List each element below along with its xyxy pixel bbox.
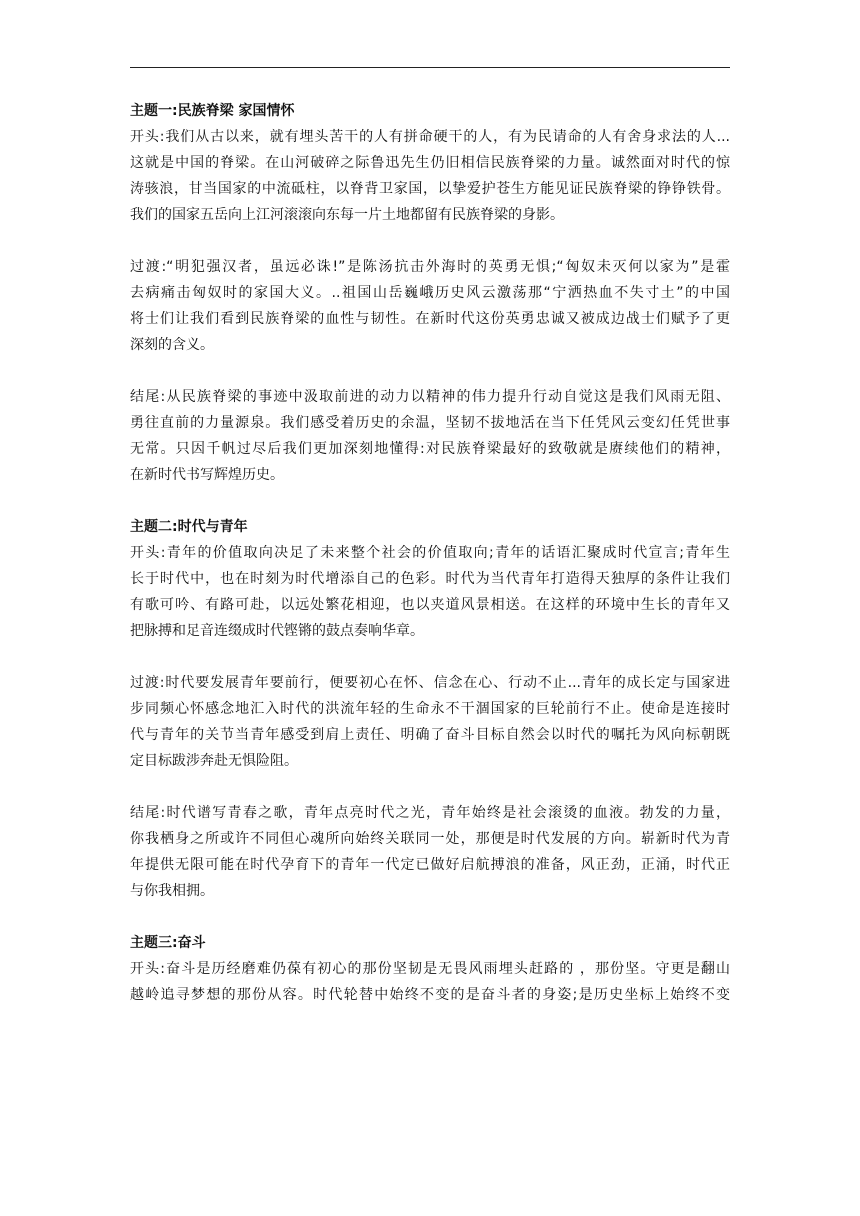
text-line: 年提供无限可能在时代孕育下的青年一代定已做好启航搏浪的准备，风正劲，正涌，时代正 (130, 857, 730, 873)
text-line: 这就是中国的脊梁。在山河破碎之际鲁迅先生仍旧相信民族脊梁的力量。诚然面对时代的惊 (130, 155, 730, 171)
text-line: 我们的国家五岳向上江河滚滚向东每一片土地都留有民族脊梁的身影。 (130, 207, 564, 223)
text-line: 过渡:时代要发展青年要前行，便要初心在怀、信念在心、行动不止...青年的成长定与国家进 (130, 675, 730, 691)
text-line: 长于时代中，也在时刻为时代增添自己的色彩。时代为当代青年打造得天独厚的条件让我们 (130, 571, 730, 587)
theme-section (130, 930, 730, 1008)
document-body (130, 98, 730, 1008)
header-rule (130, 67, 730, 68)
paragraph (130, 384, 730, 488)
paragraph-gap (130, 774, 730, 800)
text-line: 有歌可吟、有路可赴，以远处繁花相迎，也以夹道风景相送。在这样的环境中生长的青年又 (130, 597, 730, 613)
paragraph (130, 540, 730, 644)
paragraph (130, 670, 730, 774)
paragraph (130, 956, 730, 1008)
text-line: 代与青年的关节当青年感受到肩上责任、明确了奋斗目标自然会以时代的嘱托为风向标朝既 (130, 727, 730, 743)
text-line: 过渡:“明犯强汉者，虽远必诛!”是陈汤抗击外海时的英勇无惧;“匈奴未灭何以家为”是霍 (130, 259, 730, 275)
theme-heading: 主题一:民族脊梁 家国情怀 (130, 103, 295, 119)
text-line: 涛骇浪，甘当国家的中流砥柱，以脊背卫家国，以挚爱护苍生方能见证民族脊梁的铮铮铁骨。 (130, 181, 730, 197)
section-gap (130, 904, 730, 930)
text-line: 定目标跋涉奔赴无惧险阻。 (130, 753, 298, 769)
text-line: 开头:我们从古以来，就有埋头苦干的人有拼命硬干的人，有为民请命的人有舍身求法的人... (130, 129, 730, 145)
text-line: 将士们让我们看到民族脊梁的血性与韧性。在新时代这份英勇忠诚又被成边战士们赋予了更 (130, 311, 730, 327)
text-line: 勇往直前的力量源泉。我们感受着历史的余温，坚韧不拔地活在当下任凭风云变幻任凭世事 (130, 415, 730, 431)
theme-section (130, 514, 730, 904)
paragraph-gap (130, 358, 730, 384)
text-line: 步同频心怀感念地汇入时代的洪流年轻的生命永不干涸国家的巨轮前行不止。使命是连接时 (130, 701, 730, 717)
text-line: 无常。只因千帆过尽后我们更加深刻地懂得:对民族脊梁最好的致敬就是赓续他们的精神， (130, 441, 730, 457)
text-line: 你我栖身之所或许不同但心魂所向始终关联同一处，那便是时代发展的方向。崭新时代为青 (130, 831, 730, 847)
text-line: 把脉搏和足音连缀成时代铿锵的鼓点奏响华章。 (130, 623, 424, 639)
text-line: 开头:奋斗是历经磨难仍葆有初心的那份坚韧是无畏风雨埋头赶路的 ，那份坚。守更是翻山 (130, 961, 730, 977)
text-line: 结尾:时代谱写青春之歌，青年点亮时代之光，青年始终是社会滚烫的血液。勃发的力量， (130, 805, 730, 821)
paragraph-gap (130, 644, 730, 670)
text-line: 结尾:从民族脊梁的事迹中汲取前进的动力以精神的伟力提升行动自觉这是我们风雨无阻、 (130, 389, 730, 405)
theme-heading: 主题二:时代与青年 (130, 519, 248, 535)
text-line: 与你我相拥。 (130, 883, 214, 899)
theme-heading: 主题三:奋斗 (130, 935, 206, 951)
text-line: 在新时代书写辉煌历史。 (130, 467, 284, 483)
text-line: 去病痛击匈奴时的家国大义。..祖国山岳巍峨历史风云激荡那“宁洒热血不失寸土”的中国 (130, 285, 730, 301)
paragraph (130, 124, 730, 228)
paragraph-gap (130, 228, 730, 254)
text-line: 越岭追寻梦想的那份从容。时代轮替中始终不变的是奋斗者的身姿;是历史坐标上始终不变 (130, 987, 730, 1003)
text-line: 深刻的含义。 (130, 337, 214, 353)
text-line: 开头:青年的价值取向决足了未来整个社会的价值取向;青年的话语汇聚成时代宣言;青年生 (130, 545, 730, 561)
theme-section (130, 98, 730, 488)
paragraph (130, 800, 730, 904)
section-gap (130, 488, 730, 514)
paragraph (130, 254, 730, 358)
